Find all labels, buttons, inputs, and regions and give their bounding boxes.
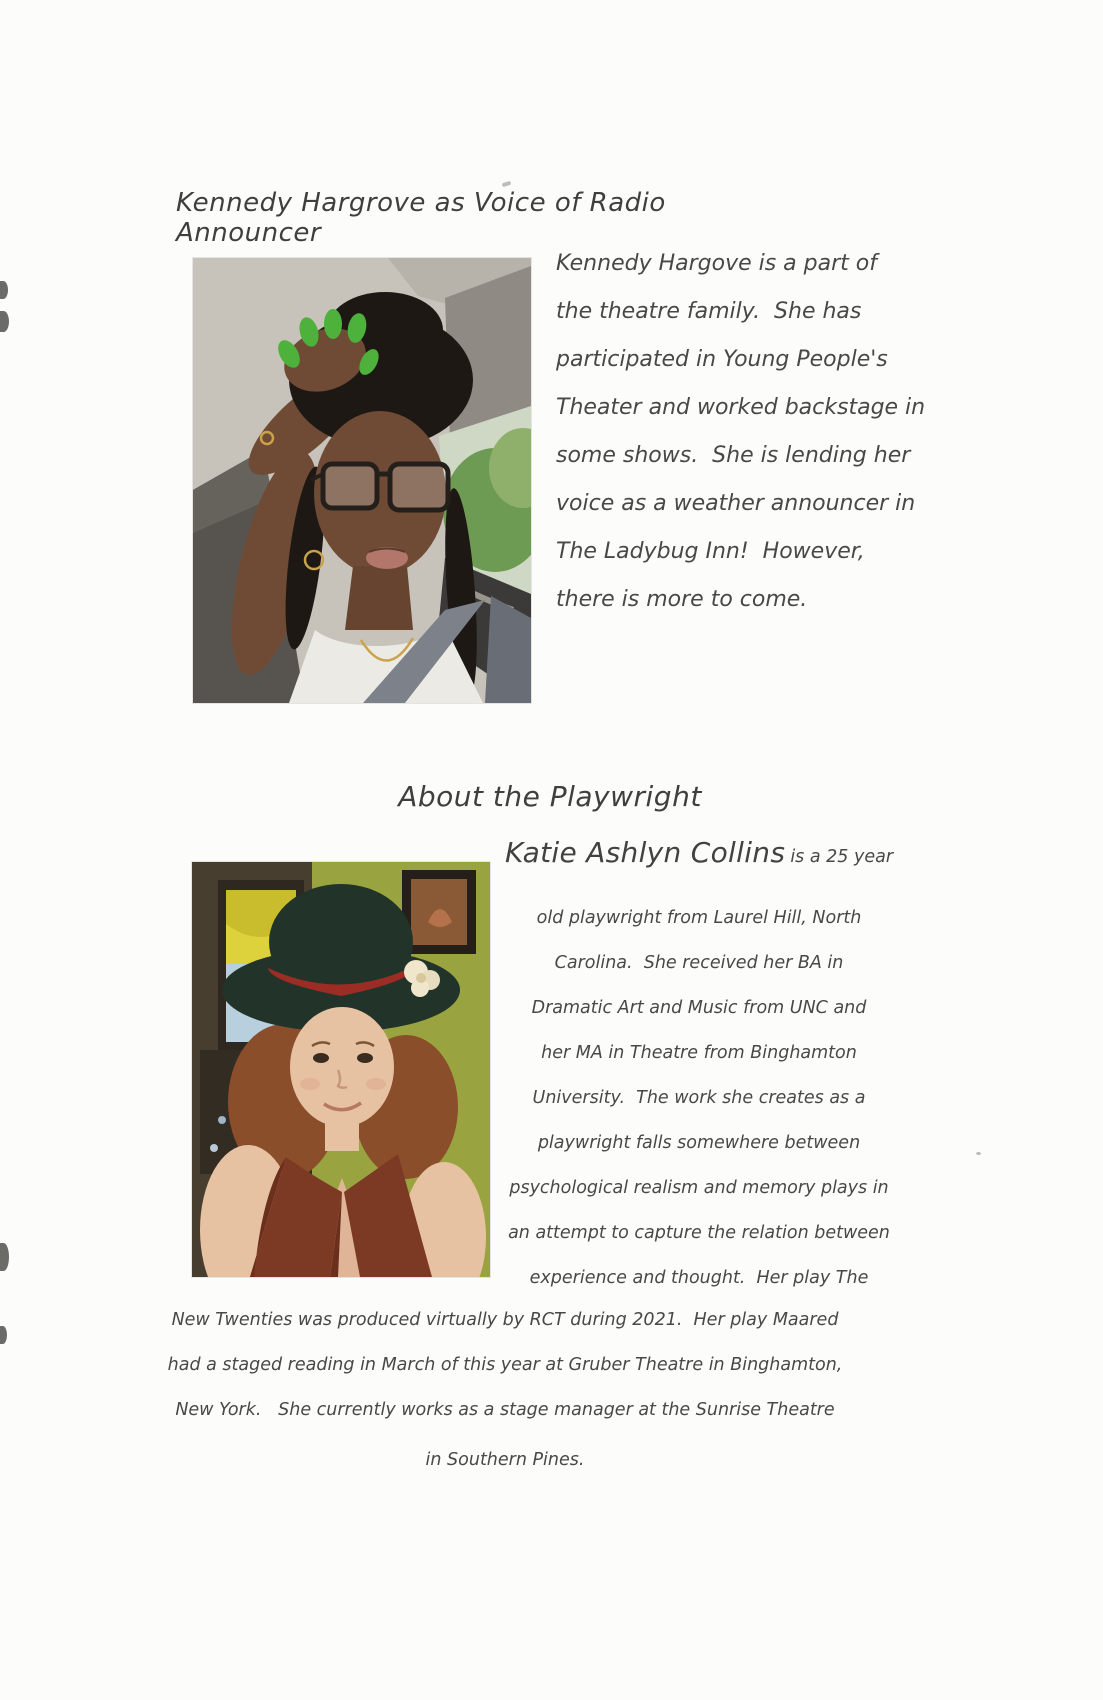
text-line: Kennedy Hargove is a part of — [556, 251, 877, 276]
text-line: old playwright from Laurel Hill, North — [536, 908, 862, 928]
section2-last-line: in Southern Pines. — [425, 1450, 585, 1470]
text-line: The Ladybug Inn! However, — [556, 539, 865, 564]
playwright-name-line — [488, 836, 910, 869]
scan-artifact — [0, 1326, 7, 1344]
text-line: some shows. She is lending her — [556, 443, 911, 468]
text-line: an attempt to capture the relation between — [508, 1223, 890, 1243]
scan-speck — [976, 1152, 981, 1155]
section1-heading: Kennedy Hargrove as Voice of Radio Announcer — [176, 188, 675, 248]
playwright-name-rest: is a 25 year — [790, 847, 894, 867]
text-line: Dramatic Art and Music from UNC and — [531, 998, 867, 1018]
car-selfie-illustration — [193, 258, 531, 703]
playwright-name: Katie Ashlyn Collins — [504, 836, 786, 869]
section1-paragraph — [556, 240, 928, 624]
text-line: her MA in Theatre from Binghamton — [541, 1043, 857, 1063]
section2-heading: About the Playwright — [398, 780, 702, 813]
text-line: University. The work she creates as a — [532, 1088, 866, 1108]
text-line: the theatre family. She has — [556, 299, 862, 324]
text-line: New York. She currently works as a stage manager at the Sunrise Theatre — [175, 1400, 835, 1420]
text-line: New Twenties was produced virtually by RCT during 2021. Her play Maared — [171, 1310, 839, 1330]
scan-artifact — [0, 1243, 9, 1271]
text-line: participated in Young People's — [556, 347, 888, 372]
scan-speck — [502, 181, 512, 188]
scan-artifact — [0, 281, 8, 299]
katie-collins-photo — [192, 862, 490, 1277]
text-line: voice as a weather announcer in — [556, 491, 916, 516]
text-line: there is more to come. — [556, 587, 808, 612]
scan-artifact — [0, 311, 9, 332]
text-line: experience and thought. Her play The — [529, 1268, 869, 1288]
text-line: had a staged reading in March of this year at Gruber Theatre in Binghamton, — [167, 1355, 843, 1375]
text-line: Carolina. She received her BA in — [554, 953, 844, 973]
text-line: playwright falls somewhere between — [537, 1133, 861, 1153]
kennedy-hargrove-photo — [193, 258, 531, 703]
text-line: psychological realism and memory plays in — [509, 1178, 889, 1198]
section2-paragraph-full-width — [143, 1298, 867, 1433]
section2-paragraph — [488, 896, 910, 1301]
text-line: Theater and worked backstage in — [556, 395, 926, 420]
hat-selfie-illustration — [192, 862, 490, 1277]
